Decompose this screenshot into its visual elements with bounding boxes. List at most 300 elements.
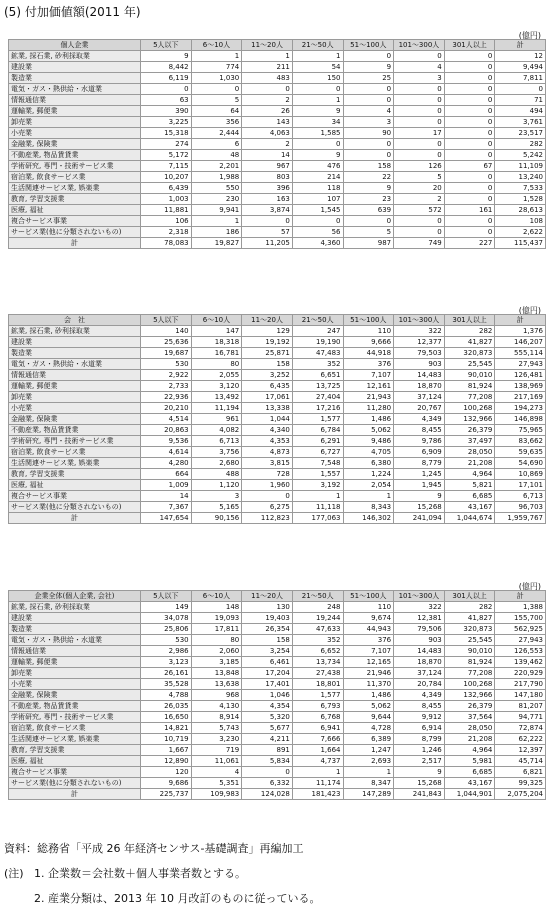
table-group-header: 企業全体(個人企業, 会社) xyxy=(9,591,141,602)
value-cell: 75,965 xyxy=(495,425,546,436)
value-cell: 100,268 xyxy=(444,679,495,690)
value-cell: 4,063 xyxy=(242,128,293,139)
value-cell: 0 xyxy=(444,106,495,117)
value-cell: 214 xyxy=(292,172,343,183)
value-cell: 44,918 xyxy=(343,348,394,359)
industry-label: 電気・ガス・熱供給・水道業 xyxy=(9,359,141,370)
value-cell: 664 xyxy=(141,469,192,480)
total-cell: 124,028 xyxy=(242,789,293,800)
value-cell: 0 xyxy=(394,227,445,238)
value-cell: 5,743 xyxy=(191,723,242,734)
value-cell: 6,435 xyxy=(242,381,293,392)
value-cell: 80 xyxy=(191,359,242,370)
column-header: 101～300人 xyxy=(394,40,445,51)
value-cell: 396 xyxy=(242,183,293,194)
value-cell: 21,946 xyxy=(343,668,394,679)
industry-label: 運輸業, 郵便業 xyxy=(9,106,141,117)
value-cell: 158 xyxy=(242,635,293,646)
value-cell: 150 xyxy=(292,73,343,84)
table-row xyxy=(9,381,546,392)
table-row xyxy=(9,128,546,139)
value-cell: 5,242 xyxy=(495,150,546,161)
value-cell: 4,514 xyxy=(141,414,192,425)
value-cell: 4,737 xyxy=(292,756,343,767)
value-cell: 9,536 xyxy=(141,436,192,447)
value-cell: 220,929 xyxy=(495,668,546,679)
value-cell: 0 xyxy=(292,84,343,95)
total-cell: 90,156 xyxy=(191,513,242,524)
value-cell: 107 xyxy=(292,194,343,205)
value-cell: 43,167 xyxy=(444,502,495,513)
table-row xyxy=(9,436,546,447)
value-cell: 11,881 xyxy=(141,205,192,216)
value-cell: 20,210 xyxy=(141,403,192,414)
value-cell: 17,811 xyxy=(191,624,242,635)
table-row xyxy=(9,690,546,701)
value-cell: 3,120 xyxy=(191,381,242,392)
value-cell: 2,733 xyxy=(141,381,192,392)
value-cell: 9 xyxy=(343,62,394,73)
value-cell: 100,268 xyxy=(444,403,495,414)
value-cell: 4 xyxy=(343,106,394,117)
value-cell: 1,246 xyxy=(394,745,445,756)
value-cell: 1,120 xyxy=(191,480,242,491)
column-header: 6～10人 xyxy=(191,591,242,602)
value-cell: 28,050 xyxy=(444,723,495,734)
value-cell: 10,207 xyxy=(141,172,192,183)
value-cell: 217,790 xyxy=(495,679,546,690)
value-cell: 7,548 xyxy=(292,458,343,469)
value-cell: 17,101 xyxy=(495,480,546,491)
table-row xyxy=(9,734,546,745)
value-cell: 81,207 xyxy=(495,701,546,712)
table-row xyxy=(9,458,546,469)
column-header: 51～100人 xyxy=(343,591,394,602)
industry-label: 小売業 xyxy=(9,128,141,139)
value-cell: 3,756 xyxy=(191,447,242,458)
value-cell: 16,781 xyxy=(191,348,242,359)
value-cell: 3 xyxy=(191,491,242,502)
value-cell: 719 xyxy=(191,745,242,756)
industry-label: 運輸業, 郵便業 xyxy=(9,381,141,392)
industry-label: 生活関連サービス業, 娯楽業 xyxy=(9,458,141,469)
value-cell: 1,046 xyxy=(242,690,293,701)
column-header: 101～300人 xyxy=(394,315,445,326)
value-cell: 13,240 xyxy=(495,172,546,183)
value-cell: 27,404 xyxy=(292,392,343,403)
industry-label: 学術研究, 専門・技術サービス業 xyxy=(9,436,141,447)
value-cell: 11,174 xyxy=(292,778,343,789)
value-cell: 1,245 xyxy=(394,469,445,480)
table-row xyxy=(9,62,546,73)
table-row xyxy=(9,480,546,491)
value-cell: 322 xyxy=(394,326,445,337)
industry-label: 建設業 xyxy=(9,337,141,348)
table-row xyxy=(9,646,546,657)
value-cell: 6,651 xyxy=(292,370,343,381)
industry-label: 電気・ガス・熱供給・水道業 xyxy=(9,84,141,95)
value-cell: 1 xyxy=(292,767,343,778)
total-row xyxy=(9,238,546,249)
value-cell: 4,130 xyxy=(191,701,242,712)
value-cell: 376 xyxy=(343,635,394,646)
value-cell: 126,553 xyxy=(495,646,546,657)
value-cell: 9 xyxy=(394,767,445,778)
value-cell: 2,622 xyxy=(495,227,546,238)
value-cell: 143 xyxy=(242,117,293,128)
value-cell: 20,784 xyxy=(394,679,445,690)
value-cell: 155,700 xyxy=(495,613,546,624)
table-all-enterprises xyxy=(8,590,546,800)
industry-label: 建設業 xyxy=(9,613,141,624)
value-cell: 72,874 xyxy=(495,723,546,734)
value-cell: 140 xyxy=(141,326,192,337)
industry-label: 教育, 学習支援業 xyxy=(9,194,141,205)
value-cell: 18,870 xyxy=(394,657,445,668)
industry-label: 学術研究, 専門・技術サービス業 xyxy=(9,161,141,172)
value-cell: 63 xyxy=(141,95,192,106)
value-cell: 19,190 xyxy=(292,337,343,348)
value-cell: 7,811 xyxy=(495,73,546,84)
value-cell: 11,061 xyxy=(191,756,242,767)
total-cell: 2,075,204 xyxy=(495,789,546,800)
value-cell: 1,247 xyxy=(343,745,394,756)
industry-label: 鉱業, 採石業, 砂利採取業 xyxy=(9,326,141,337)
value-cell: 6,275 xyxy=(242,502,293,513)
table-row xyxy=(9,84,546,95)
column-header: 21～50人 xyxy=(292,591,343,602)
value-cell: 803 xyxy=(242,172,293,183)
value-cell: 23 xyxy=(343,194,394,205)
value-cell: 8,799 xyxy=(394,734,445,745)
value-cell: 4,211 xyxy=(242,734,293,745)
industry-label: 鉱業, 採石業, 砂利採取業 xyxy=(9,602,141,613)
value-cell: 35,528 xyxy=(141,679,192,690)
value-cell: 483 xyxy=(242,73,293,84)
industry-label: 情報通信業 xyxy=(9,95,141,106)
value-cell: 3,254 xyxy=(242,646,293,657)
value-cell: 6,793 xyxy=(292,701,343,712)
value-cell: 376 xyxy=(343,359,394,370)
value-cell: 90 xyxy=(343,128,394,139)
table-row xyxy=(9,679,546,690)
table-row xyxy=(9,668,546,679)
table-row xyxy=(9,491,546,502)
value-cell: 34,078 xyxy=(141,613,192,624)
industry-label: 宿泊業, 飲食サービス業 xyxy=(9,447,141,458)
total-cell: 146,302 xyxy=(343,513,394,524)
value-cell: 3,225 xyxy=(141,117,192,128)
value-cell: 110 xyxy=(343,602,394,613)
value-cell: 163 xyxy=(242,194,293,205)
value-cell: 17,061 xyxy=(242,392,293,403)
value-cell: 968 xyxy=(191,690,242,701)
table-row xyxy=(9,337,546,348)
table-row xyxy=(9,73,546,84)
value-cell: 1,545 xyxy=(292,205,343,216)
total-cell: 181,423 xyxy=(292,789,343,800)
column-header: 21～50人 xyxy=(292,40,343,51)
table-row xyxy=(9,403,546,414)
value-cell: 59,635 xyxy=(495,447,546,458)
industry-label: 宿泊業, 飲食サービス業 xyxy=(9,172,141,183)
table-company xyxy=(8,314,546,524)
value-cell: 0 xyxy=(242,491,293,502)
value-cell: 77,208 xyxy=(444,392,495,403)
value-cell: 62,222 xyxy=(495,734,546,745)
total-cell: 225,737 xyxy=(141,789,192,800)
value-cell: 0 xyxy=(242,767,293,778)
value-cell: 555,114 xyxy=(495,348,546,359)
table-row xyxy=(9,414,546,425)
industry-label: 教育, 学習支援業 xyxy=(9,745,141,756)
value-cell: 6,941 xyxy=(292,723,343,734)
total-cell: 147,289 xyxy=(343,789,394,800)
total-cell: 147,654 xyxy=(141,513,192,524)
industry-label: 電気・ガス・熱供給・水道業 xyxy=(9,635,141,646)
value-cell: 0 xyxy=(343,95,394,106)
table-row xyxy=(9,172,546,183)
table-row xyxy=(9,51,546,62)
value-cell: 129 xyxy=(242,326,293,337)
value-cell: 19,244 xyxy=(292,613,343,624)
total-label: 計 xyxy=(9,789,141,800)
value-cell: 9,494 xyxy=(495,62,546,73)
industry-label: 不動産業, 物品賃貸業 xyxy=(9,425,141,436)
value-cell: 186 xyxy=(191,227,242,238)
table-row xyxy=(9,348,546,359)
industry-label: 情報通信業 xyxy=(9,646,141,657)
value-cell: 14 xyxy=(242,150,293,161)
value-cell: 7,115 xyxy=(141,161,192,172)
value-cell: 5,981 xyxy=(444,756,495,767)
value-cell: 274 xyxy=(141,139,192,150)
value-cell: 54,690 xyxy=(495,458,546,469)
value-cell: 903 xyxy=(394,635,445,646)
value-cell: 19,192 xyxy=(242,337,293,348)
value-cell: 6,685 xyxy=(444,767,495,778)
value-cell: 7,367 xyxy=(141,502,192,513)
value-cell: 0 xyxy=(343,216,394,227)
value-cell: 903 xyxy=(394,359,445,370)
value-cell: 12,165 xyxy=(343,657,394,668)
column-header: 計 xyxy=(495,591,546,602)
value-cell: 0 xyxy=(242,216,293,227)
value-cell: 3,761 xyxy=(495,117,546,128)
industry-label: 不動産業, 物品賃貸業 xyxy=(9,150,141,161)
value-cell: 8,442 xyxy=(141,62,192,73)
value-cell: 8,347 xyxy=(343,778,394,789)
industry-label: 卸売業 xyxy=(9,117,141,128)
value-cell: 2 xyxy=(394,194,445,205)
value-cell: 1,945 xyxy=(394,480,445,491)
column-header: 5人以下 xyxy=(141,315,192,326)
value-cell: 4,964 xyxy=(444,745,495,756)
value-cell: 96,703 xyxy=(495,502,546,513)
value-cell: 9 xyxy=(292,150,343,161)
value-cell: 47,633 xyxy=(292,624,343,635)
industry-label: 金融業, 保険業 xyxy=(9,414,141,425)
value-cell: 6,652 xyxy=(292,646,343,657)
value-cell: 282 xyxy=(444,326,495,337)
industry-label: 卸売業 xyxy=(9,668,141,679)
industry-label: 医療, 福祉 xyxy=(9,756,141,767)
value-cell: 20,863 xyxy=(141,425,192,436)
value-cell: 0 xyxy=(343,150,394,161)
value-cell: 967 xyxy=(242,161,293,172)
total-cell: 4,360 xyxy=(292,238,343,249)
value-cell: 0 xyxy=(444,128,495,139)
value-cell: 13,492 xyxy=(191,392,242,403)
value-cell: 7,107 xyxy=(343,370,394,381)
value-cell: 0 xyxy=(394,106,445,117)
value-cell: 0 xyxy=(444,172,495,183)
value-cell: 6,291 xyxy=(292,436,343,447)
value-cell: 0 xyxy=(292,216,343,227)
value-cell: 5,062 xyxy=(343,425,394,436)
industry-label: 複合サービス事業 xyxy=(9,767,141,778)
value-cell: 13,338 xyxy=(242,403,293,414)
value-cell: 2,060 xyxy=(191,646,242,657)
industry-label: 運輸業, 郵便業 xyxy=(9,657,141,668)
value-cell: 1,585 xyxy=(292,128,343,139)
value-cell: 0 xyxy=(343,84,394,95)
value-cell: 4,082 xyxy=(191,425,242,436)
value-cell: 19,687 xyxy=(141,348,192,359)
note-prefix: (注) xyxy=(4,867,24,880)
value-cell: 0 xyxy=(394,117,445,128)
value-cell: 161 xyxy=(444,205,495,216)
value-cell: 282 xyxy=(495,139,546,150)
value-cell: 71 xyxy=(495,95,546,106)
value-cell: 0 xyxy=(191,84,242,95)
value-cell: 81,924 xyxy=(444,381,495,392)
table-row xyxy=(9,95,546,106)
value-cell: 57 xyxy=(242,227,293,238)
column-header: 11～20人 xyxy=(242,591,293,602)
value-cell: 12,397 xyxy=(495,745,546,756)
value-cell: 0 xyxy=(242,84,293,95)
table-row xyxy=(9,657,546,668)
total-cell: 227 xyxy=(444,238,495,249)
value-cell: 37,564 xyxy=(444,712,495,723)
value-cell: 1 xyxy=(292,95,343,106)
table-row xyxy=(9,447,546,458)
table-row xyxy=(9,425,546,436)
total-cell: 1,044,901 xyxy=(444,789,495,800)
table-row xyxy=(9,624,546,635)
value-cell: 11,118 xyxy=(292,502,343,513)
total-cell: 109,983 xyxy=(191,789,242,800)
source-note: 資料：総務省「平成 26 年経済センサス-基礎調査」再編加工 xyxy=(4,842,304,855)
value-cell: 0 xyxy=(394,84,445,95)
value-cell: 1 xyxy=(292,51,343,62)
value-cell: 0 xyxy=(444,84,495,95)
value-cell: 80 xyxy=(191,635,242,646)
value-cell: 13,638 xyxy=(191,679,242,690)
value-cell: 1,044 xyxy=(242,414,293,425)
value-cell: 6,461 xyxy=(242,657,293,668)
value-cell: 9,674 xyxy=(343,613,394,624)
total-cell: 19,827 xyxy=(191,238,242,249)
value-cell: 5 xyxy=(191,95,242,106)
table-row xyxy=(9,117,546,128)
value-cell: 54 xyxy=(292,62,343,73)
total-row xyxy=(9,789,546,800)
unit-label-2: (億円) xyxy=(518,306,541,315)
value-cell: 1,577 xyxy=(292,414,343,425)
value-cell: 12,161 xyxy=(343,381,394,392)
value-cell: 20,767 xyxy=(394,403,445,414)
value-cell: 3 xyxy=(343,117,394,128)
value-cell: 27,438 xyxy=(292,668,343,679)
value-cell: 0 xyxy=(292,139,343,150)
total-cell: 749 xyxy=(394,238,445,249)
table-row xyxy=(9,106,546,117)
table-row xyxy=(9,183,546,194)
value-cell: 8,455 xyxy=(394,701,445,712)
total-cell: 11,205 xyxy=(242,238,293,249)
industry-label: 製造業 xyxy=(9,624,141,635)
value-cell: 64 xyxy=(191,106,242,117)
column-header: 11～20人 xyxy=(242,315,293,326)
value-cell: 9,486 xyxy=(343,436,394,447)
value-cell: 81,924 xyxy=(444,657,495,668)
value-cell: 56 xyxy=(292,227,343,238)
value-cell: 25,636 xyxy=(141,337,192,348)
value-cell: 247 xyxy=(292,326,343,337)
value-cell: 14,821 xyxy=(141,723,192,734)
value-cell: 27,943 xyxy=(495,359,546,370)
value-cell: 530 xyxy=(141,635,192,646)
value-cell: 9,941 xyxy=(191,205,242,216)
value-cell: 83,662 xyxy=(495,436,546,447)
value-cell: 148 xyxy=(191,602,242,613)
industry-label: 医療, 福祉 xyxy=(9,205,141,216)
value-cell: 130 xyxy=(242,602,293,613)
table-header-row xyxy=(9,591,546,602)
column-header: 301人以上 xyxy=(444,591,495,602)
table-row xyxy=(9,778,546,789)
value-cell: 4,353 xyxy=(242,436,293,447)
value-cell: 139,462 xyxy=(495,657,546,668)
value-cell: 6,439 xyxy=(141,183,192,194)
value-cell: 21,208 xyxy=(444,458,495,469)
industry-label: 教育, 学習支援業 xyxy=(9,469,141,480)
value-cell: 352 xyxy=(292,359,343,370)
value-cell: 25,545 xyxy=(444,635,495,646)
value-cell: 8,455 xyxy=(394,425,445,436)
value-cell: 158 xyxy=(242,359,293,370)
value-cell: 9,666 xyxy=(343,337,394,348)
column-header: 51～100人 xyxy=(343,315,394,326)
table-row xyxy=(9,723,546,734)
value-cell: 1,577 xyxy=(292,690,343,701)
table-row xyxy=(9,161,546,172)
value-cell: 3,874 xyxy=(242,205,293,216)
value-cell: 0 xyxy=(444,139,495,150)
column-header: 11～20人 xyxy=(242,40,293,51)
table-row xyxy=(9,701,546,712)
total-row xyxy=(9,513,546,524)
industry-label: 医療, 福祉 xyxy=(9,480,141,491)
value-cell: 12,381 xyxy=(394,613,445,624)
value-cell: 0 xyxy=(343,139,394,150)
value-cell: 248 xyxy=(292,602,343,613)
value-cell: 6,909 xyxy=(394,447,445,458)
value-cell: 9 xyxy=(394,491,445,502)
value-cell: 7,666 xyxy=(292,734,343,745)
